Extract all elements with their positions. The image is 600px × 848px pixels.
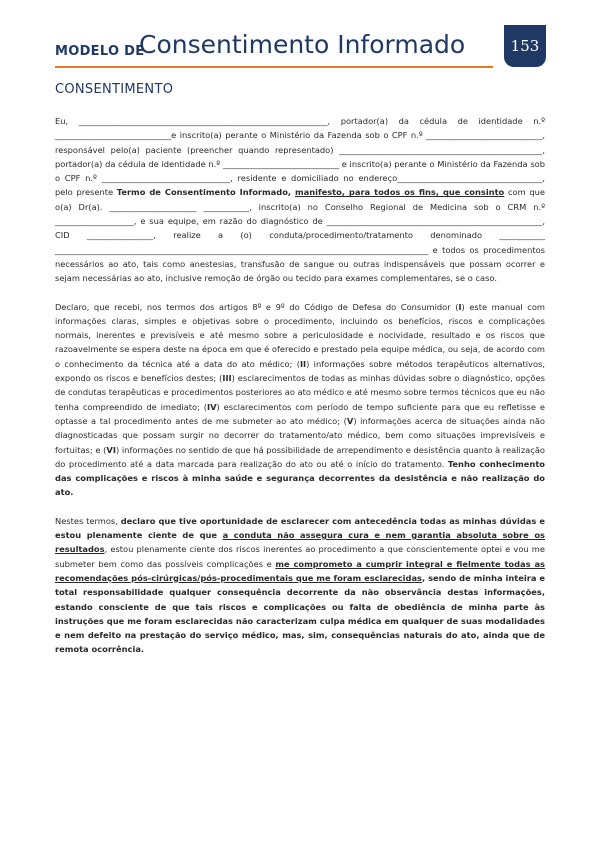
document-body [55,114,545,671]
header-title: Consentimento Informado [139,30,466,59]
header-rule [55,66,493,68]
page-header [55,30,545,70]
declaration-text: ) esclarecimentos de todas as minhas dúvidas sobre o diagnóstico, opções de condutas terapêuticas e procedimentos posteriores ao ato médico e até mesmo sobre termos técnicos que eu não tenha compreendido de imediato; ( [55,373,545,412]
form-term-title: Termo de Consentimento Informado, [116,187,295,198]
declaration-paragraph [55,300,545,500]
declaration-bold-conclusion: Tenho conhecimento das complicações e riscos à minha saúde e segurança decorrentes da desistência e não realização do ato. [55,458,545,498]
section-title: CONSENTIMENTO [55,82,174,97]
form-consent-statement: manifesto, para todos os fins, que consinto [295,187,505,198]
page-number-badge: 153 [504,25,546,67]
roman-numeral: I [458,301,462,312]
declaration-text: ) este manual com informações claras, simples e objetivas sobre o procedimento, incluindo os benefícios, riscos e complicações normais, inerentes e previsíveis e até mesmo sobre a periculosidade e nocividade, resultado e os riscos que razoavelmente se espera deste na época em que é oferecido e prestado pela equipe médica, ou seja, de acordo com o conhecimento da técnica até a data do ato médico; ( [55,301,545,369]
roman-numeral: II [299,358,307,369]
roman-numeral: IV [207,401,217,412]
terms-text: , estou plenamente ciente dos riscos inerentes ao procedimento a que conscientemente optei e vou me submeter bem como das possíveis complicações e [55,544,545,569]
declaration-text: Declaro, que recebi, nos termos dos artigos 8º e 9º do Código de Defesa do Consumidor ( [55,301,459,312]
terms-bold-text: declaro que tive oportunidade de esclarecer com antecedência todas as minhas dúvidas e estou plenamente ciente de que [55,515,545,541]
form-text-1: Eu, ____________________________________________________________, portador(a) da cédula de identidade n.º ____________________________e inscrito(a) perante o Ministério da Fazenda sob o CPF n.º ____________________________, responsável pelo(a) paciente (preencher quando representado) _________________________________________________, portador(a) da cédula de identidade n.º ____________________________ e inscrito(a) perante o Ministério da Fazenda sob o CPF n.º _______________________________, residente e domiciliado no endereço___________________________________, pelo presente [55,116,545,198]
declaration-text: ) informações acerca de situações ainda não diagnosticadas que possam surgir no decorrer do tratamento/ato médico, bem como situações imprevisíveis e fortuitas; e ( [55,415,545,455]
declaration-text: ) esclarecimentos com período de tempo suficiente para que eu refletisse e optasse a tal procedimento antes de me submeter ao ato médico; ( [55,401,545,426]
declaration-text: ) informações no sentido de que há possibilidade de arrependimento e desistência quanto à realização do procedimento até a data marcada para realização do ato ou até o início do tratamento. [55,444,545,469]
roman-numeral: VI [106,444,116,455]
terms-underlined-text: me comprometo a cumprir integral e fielmente todas as recomendações pós-cirúrgicas/pós-procedimentais que me foram esclarecidas [55,558,545,583]
roman-numeral: V [346,415,354,426]
form-text-2: com que o(a) Dr(a). _____________________ ___________, inscrito(a) no Conselho Regional de Medicina sob o CRM n.º ___________________, e sua equipe, em razão do diagnóstico de ____________________________________________________, CID ________________, realize a (o) conduta/procedimento/tratamento denominado ___________ __________________________________________________________________________________________ e todos os procedimentos necessários ao ato, tais como anestesias, transfusão de sangue ou outras indispensáveis que possam ocorrer e sejam necessárias ao ato, inclusive remoção de órgão ou tecido para exames complementares, se o caso. [55,187,545,284]
terms-underlined-text: a conduta não assegura cura e nem garantia absoluta sobre os resultados [55,530,545,555]
roman-numeral: III [222,373,232,384]
header-prefix: MODELO DE [55,44,145,59]
terms-text: Nestes termos, [55,515,121,526]
terms-bold-text: , sendo de minha inteira e total responsabilidade qualquer consequência decorrente da não observância destas informações, estando consciente de que tais riscos e complicações ou falta de obediência de minha parte às instruções que me foram esclarecidas não caracterizam culpa médica em qualquer de suas modalidades e nem defeito na prestação do serviço médico, mas, sim, consequências naturais do ato, ainda que de remota ocorrência. [55,572,545,655]
consent-form-paragraph [55,114,545,286]
terms-paragraph [55,514,545,657]
declaration-text: ) informações sobre métodos terapêuticos alternativos, expondo os riscos e benefícios destes; ( [55,358,545,384]
